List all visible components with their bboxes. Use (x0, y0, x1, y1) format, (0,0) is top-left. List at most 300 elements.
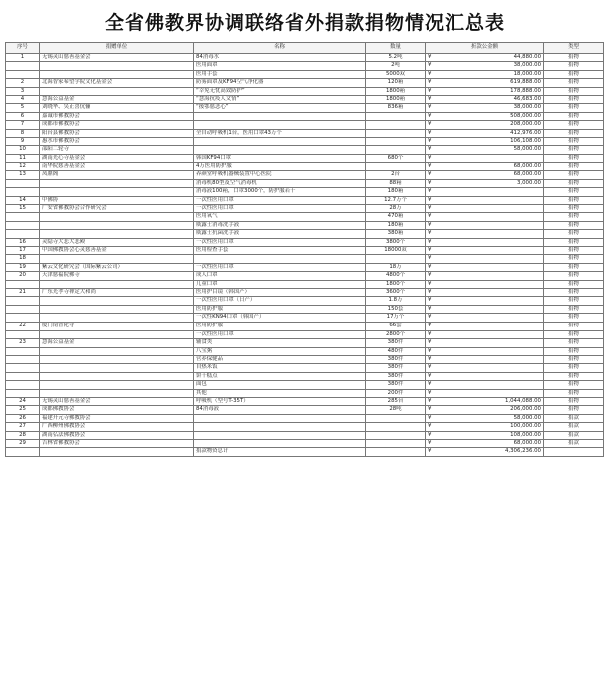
cell-amount (426, 146, 544, 154)
cell-donor: 北海智家希望学院文化基金会 (40, 79, 194, 87)
cell-type: 捐物 (544, 364, 604, 372)
cell-item: 其他 (194, 389, 366, 397)
table-body (6, 54, 604, 457)
cell-index (6, 230, 40, 238)
cell-index: 1 (6, 54, 40, 62)
cell-index (6, 381, 40, 389)
table-row (6, 163, 604, 171)
cell-index: 28 (6, 431, 40, 439)
cell-donor: 吉林省佛教协会 (40, 439, 194, 447)
cell-amount (426, 205, 544, 213)
table-row (6, 280, 604, 288)
currency-symbol: ¥ (428, 171, 432, 178)
cell-amount (426, 389, 544, 397)
cell-quantity (366, 423, 426, 431)
cell-donor (40, 305, 194, 313)
cell-quantity: 18万 (366, 263, 426, 271)
cell-index (6, 305, 40, 313)
cell-donor: 广安省佛教协会合作研究会 (40, 205, 194, 213)
cell-item: 医用防护服 (194, 322, 366, 330)
cell-item: 一次性KN94口罩（韩国产） (194, 314, 366, 322)
currency-symbol: ¥ (428, 339, 432, 346)
cell-quantity: 12.7万个 (366, 196, 426, 204)
amount-value: 58,000.00 (513, 146, 541, 153)
amount-value: 106,108.00 (510, 137, 541, 144)
amount-value: 68,000.00 (513, 171, 541, 178)
page-title: 全省佛教界协调联络省外捐款捐物情况汇总表 (104, 12, 505, 34)
currency-symbol: ¥ (428, 62, 432, 69)
cell-donor (40, 62, 194, 70)
cell-amount (426, 347, 544, 355)
cell-quantity: 3600个 (366, 288, 426, 296)
amount-value: 206,000.00 (510, 406, 541, 413)
cell-index: 6 (6, 112, 40, 120)
table-row (6, 255, 604, 263)
currency-symbol: ¥ (428, 414, 432, 421)
cell-donor: 福建开元寺佛教协会 (40, 414, 194, 422)
table-row (6, 205, 604, 213)
amount-value: 178,888.00 (510, 87, 541, 94)
cell-item: 医用防护服 (194, 305, 366, 313)
cell-donor (40, 255, 194, 263)
currency-symbol: ¥ (428, 322, 432, 329)
table-row (6, 146, 604, 154)
table-row (6, 330, 604, 338)
cell-item: “幸免无忧高效防护” (194, 87, 366, 95)
cell-amount (426, 448, 544, 456)
currency-symbol: ¥ (428, 372, 432, 379)
cell-quantity: 470箱 (366, 213, 426, 221)
cell-index: 4 (6, 95, 40, 103)
currency-symbol: ¥ (428, 288, 432, 295)
currency-symbol: ¥ (428, 398, 432, 404)
cell-quantity: 680个 (366, 154, 426, 162)
cell-item (194, 431, 366, 439)
cell-amount (426, 188, 544, 196)
cell-amount (426, 154, 544, 162)
table-row (6, 129, 604, 137)
cell-quantity: 28吨 (366, 406, 426, 414)
cell-donor: 天津慈福院佛寺 (40, 272, 194, 280)
currency-symbol: ¥ (428, 104, 432, 111)
currency-symbol: ¥ (428, 79, 432, 86)
cell-donor: 成都佛教协会 (40, 406, 194, 414)
cell-donor: 阳台县佛教协会 (40, 129, 194, 137)
cell-item: 4万医用防护服 (194, 163, 366, 171)
table-row (6, 154, 604, 162)
cell-amount (426, 381, 544, 389)
cell-index: 5 (6, 104, 40, 112)
currency-symbol: ¥ (428, 423, 432, 430)
cell-quantity: 2台 (366, 171, 426, 179)
currency-symbol: ¥ (428, 406, 432, 413)
cell-donor (40, 297, 194, 305)
cell-quantity (366, 146, 426, 154)
cell-index (6, 188, 40, 196)
cell-type: 捐物 (544, 137, 604, 145)
cell-donor: 中国佛教协会心灵慈善基金 (40, 246, 194, 254)
table-row (6, 448, 604, 456)
cell-item: 饼干糕点 (194, 372, 366, 380)
table-row (6, 79, 604, 87)
cell-amount (426, 356, 544, 364)
cell-index: 20 (6, 272, 40, 280)
currency-symbol: ¥ (428, 255, 432, 262)
header-donor: 捐赠单位 (40, 43, 194, 54)
cell-item: 一次性医用口罩 (194, 196, 366, 204)
currency-symbol: ¥ (428, 238, 432, 245)
cell-index: 12 (6, 163, 40, 171)
cell-index: 15 (6, 205, 40, 213)
cell-quantity: 836箱 (366, 104, 426, 112)
cell-quantity: 17万个 (366, 314, 426, 322)
cell-type: 捐物 (544, 381, 604, 389)
cell-type: 捐物 (544, 280, 604, 288)
currency-symbol: ¥ (428, 112, 432, 119)
cell-type: 捐物 (544, 288, 604, 296)
cell-type: 捐款 (544, 431, 604, 439)
cell-type: 捐物 (544, 238, 604, 246)
cell-donor: 无锡灵山慈善基金会 (40, 54, 194, 62)
cell-item (194, 414, 366, 422)
cell-quantity: 180箱 (366, 221, 426, 229)
cell-quantity (366, 137, 426, 145)
cell-item (194, 439, 366, 447)
cell-donor: 邵阳二轮寺 (40, 146, 194, 154)
table-row (6, 381, 604, 389)
cell-type: 捐物 (544, 188, 604, 196)
table-row (6, 398, 604, 406)
table-row (6, 347, 604, 355)
amount-value: 46,683.00 (513, 95, 541, 102)
cell-amount (426, 221, 544, 229)
cell-item: 一次性医用口罩 (194, 205, 366, 213)
table-row (6, 188, 604, 196)
amount-value: 58,000.00 (513, 414, 541, 421)
cell-item: 医用检查手套 (194, 246, 366, 254)
table-row (6, 112, 604, 120)
cell-amount (426, 121, 544, 129)
cell-quantity: 480件 (366, 347, 426, 355)
table-row (6, 423, 604, 431)
table-row (6, 54, 604, 62)
amount-value: 38,000.00 (513, 62, 541, 69)
summary-table (5, 42, 603, 457)
cell-item: 医用氧气 (194, 213, 366, 221)
cell-quantity: 120箱 (366, 79, 426, 87)
currency-symbol: ¥ (428, 230, 432, 237)
table-row (6, 213, 604, 221)
cell-donor (40, 179, 194, 187)
currency-symbol: ¥ (428, 70, 432, 77)
cell-donor: 灵隐寺大悲大悲殿 (40, 238, 194, 246)
cell-quantity: 1800箱 (366, 87, 426, 95)
cell-amount (426, 54, 544, 62)
cell-donor: 凤鼎阁 (40, 171, 194, 179)
currency-symbol: ¥ (428, 246, 432, 253)
cell-index (6, 297, 40, 305)
cell-quantity (366, 163, 426, 171)
table-row (6, 70, 604, 78)
currency-symbol: ¥ (428, 356, 432, 363)
cell-index: 19 (6, 263, 40, 271)
table-row (6, 389, 604, 397)
cell-item: 养颜堂呼吸机器械装置中心医院 (194, 171, 366, 179)
cell-type: 捐物 (544, 314, 604, 322)
cell-quantity: 18000双 (366, 246, 426, 254)
table-row (6, 272, 604, 280)
cell-amount (426, 137, 544, 145)
cell-type: 捐物 (544, 121, 604, 129)
cell-index: 22 (6, 322, 40, 330)
table-row (6, 171, 604, 179)
cell-item: 儿童口罩 (194, 280, 366, 288)
cell-quantity: 2吨 (366, 62, 426, 70)
cell-item: 呼吸机（型号T-35T） (194, 398, 366, 406)
cell-donor (40, 356, 194, 364)
cell-donor (40, 389, 194, 397)
currency-symbol: ¥ (428, 154, 432, 161)
cell-item (194, 121, 366, 129)
cell-amount (426, 414, 544, 422)
cell-index: 26 (6, 414, 40, 422)
table-row (6, 196, 604, 204)
cell-item (194, 112, 366, 120)
cell-index (6, 330, 40, 338)
cell-index (6, 62, 40, 70)
cell-quantity: 2800个 (366, 330, 426, 338)
cell-quantity: 3800个 (366, 238, 426, 246)
cell-item (194, 255, 366, 263)
cell-quantity: 5000双 (366, 70, 426, 78)
currency-symbol: ¥ (428, 305, 432, 312)
cell-type: 捐款 (544, 414, 604, 422)
cell-item: 消毒液100箱，口罩3000个，防护服若干 (194, 188, 366, 196)
cell-item: 一次性医用口罩 (194, 263, 366, 271)
cell-donor: 湖南弘法佛教协会 (40, 431, 194, 439)
cell-item: 84消毒液 (194, 406, 366, 414)
table-row (6, 137, 604, 145)
cell-donor (40, 347, 194, 355)
currency-symbol: ¥ (428, 121, 432, 128)
cell-item: 一次性医用口罩（日产） (194, 297, 366, 305)
header-index: 序号 (6, 43, 40, 54)
currency-symbol: ¥ (428, 347, 432, 354)
cell-item: “援鄂慈悲心” (194, 104, 366, 112)
cell-type: 捐物 (544, 163, 604, 171)
cell-item (194, 423, 366, 431)
cell-quantity: 88箱 (366, 179, 426, 187)
cell-amount (426, 230, 544, 238)
currency-symbol: ¥ (428, 389, 432, 396)
cell-donor: 广东光孝寺禅定大和尚 (40, 288, 194, 296)
cell-amount (426, 423, 544, 431)
cell-index (6, 448, 40, 456)
currency-symbol: ¥ (428, 448, 432, 455)
cell-type: 捐物 (544, 171, 604, 179)
currency-symbol: ¥ (428, 381, 432, 388)
cell-amount (426, 95, 544, 103)
amount-value: 3,000.00 (516, 179, 541, 186)
cell-amount (426, 439, 544, 447)
cell-amount (426, 79, 544, 87)
cell-type: 捐物 (544, 389, 604, 397)
currency-symbol: ¥ (428, 431, 432, 438)
cell-type: 捐物 (544, 356, 604, 364)
cell-quantity: 150套 (366, 305, 426, 313)
currency-symbol: ¥ (428, 364, 432, 371)
cell-amount (426, 87, 544, 95)
amount-value: 44,880.00 (513, 53, 541, 60)
cell-quantity: 200件 (366, 389, 426, 397)
currency-symbol: ¥ (428, 163, 432, 170)
cell-quantity: 1800箱 (366, 95, 426, 103)
cell-donor (40, 87, 194, 95)
cell-donor: 慧海公益基金 (40, 339, 194, 347)
currency-symbol: ¥ (428, 221, 432, 228)
cell-item: 捐款物资总计 (194, 448, 366, 456)
amount-value: 100,000.00 (510, 423, 541, 430)
table-row (6, 104, 604, 112)
table-row (6, 431, 604, 439)
cell-donor: 嘉诚市佛教协会 (40, 112, 194, 120)
cell-amount (426, 272, 544, 280)
cell-amount (426, 398, 544, 406)
cell-type: 捐物 (544, 87, 604, 95)
cell-index: 2 (6, 79, 40, 87)
cell-type: 捐物 (544, 154, 604, 162)
cell-item: 韩国KF94口罩 (194, 154, 366, 162)
cell-index: 23 (6, 339, 40, 347)
cell-amount (426, 104, 544, 112)
cell-quantity: 66套 (366, 322, 426, 330)
table-row (6, 364, 604, 372)
cell-type: 捐物 (544, 79, 604, 87)
currency-symbol: ¥ (428, 297, 432, 304)
cell-type: 捐物 (544, 339, 604, 347)
cell-amount (426, 288, 544, 296)
table-header-row (6, 43, 604, 54)
header-amount: 折款公金额 (426, 43, 544, 54)
cell-quantity: 285台 (366, 398, 426, 406)
cell-donor (40, 364, 194, 372)
cell-donor (40, 381, 194, 389)
cell-quantity: 380箱 (366, 230, 426, 238)
amount-value: 68,000.00 (513, 439, 541, 446)
amount-value: 18,000.00 (513, 70, 541, 77)
cell-amount (426, 406, 544, 414)
table-row (6, 62, 604, 70)
cell-index: 24 (6, 398, 40, 406)
cell-quantity: 5.2吨 (366, 54, 426, 62)
cell-index: 11 (6, 154, 40, 162)
cell-item: 一次性医用口罩 (194, 330, 366, 338)
cell-quantity: 380件 (366, 364, 426, 372)
cell-type: 捐物 (544, 263, 604, 271)
cell-type: 捐款 (544, 423, 604, 431)
cell-index (6, 372, 40, 380)
cell-quantity (366, 431, 426, 439)
cell-amount (426, 431, 544, 439)
currency-symbol: ¥ (428, 330, 432, 337)
cell-amount (426, 322, 544, 330)
cell-amount (426, 330, 544, 338)
cell-type: 捐物 (544, 146, 604, 154)
cell-type: 捐款 (544, 439, 604, 447)
cell-quantity: 380件 (366, 339, 426, 347)
cell-index (6, 314, 40, 322)
cell-donor: 紫云文化研究会（国际紫云公司） (40, 263, 194, 271)
cell-amount (426, 62, 544, 70)
amount-value: 619,888.00 (510, 79, 541, 86)
cell-index (6, 221, 40, 229)
cell-donor (40, 372, 194, 380)
cell-type: 捐物 (544, 104, 604, 112)
currency-symbol: ¥ (428, 137, 432, 144)
cell-index: 8 (6, 129, 40, 137)
cell-index: 21 (6, 288, 40, 296)
cell-amount (426, 297, 544, 305)
cell-type: 捐物 (544, 330, 604, 338)
cell-amount (426, 213, 544, 221)
table-row (6, 263, 604, 271)
table-row (6, 439, 604, 447)
cell-quantity: 380件 (366, 372, 426, 380)
cell-type: 捐物 (544, 95, 604, 103)
cell-donor (40, 188, 194, 196)
cell-quantity: 180箱 (366, 188, 426, 196)
cell-amount (426, 305, 544, 313)
table-row (6, 288, 604, 296)
cell-type: 捐物 (544, 196, 604, 204)
currency-symbol: ¥ (428, 439, 432, 446)
cell-donor (40, 280, 194, 288)
cell-index: 3 (6, 87, 40, 95)
cell-index: 17 (6, 246, 40, 254)
table-row (6, 238, 604, 246)
cell-item: 威露士抗菌洗手液 (194, 230, 366, 238)
cell-item: 辅食类 (194, 339, 366, 347)
cell-donor (40, 330, 194, 338)
cell-donor: 湖南光心寺基金会 (40, 154, 194, 162)
currency-symbol: ¥ (428, 314, 432, 321)
cell-amount (426, 163, 544, 171)
cell-index: 27 (6, 423, 40, 431)
cell-amount (426, 238, 544, 246)
currency-symbol: ¥ (428, 205, 432, 212)
cell-item: 营养保健品 (194, 356, 366, 364)
cell-quantity: 1.8万 (366, 297, 426, 305)
cell-donor: 中佛协 (40, 196, 194, 204)
amount-value: 38,000.00 (513, 104, 541, 111)
cell-type: 捐物 (544, 347, 604, 355)
cell-amount (426, 339, 544, 347)
header-type: 类型 (544, 43, 604, 54)
table-row (6, 406, 604, 414)
cell-item: 一次性医用口罩 (194, 238, 366, 246)
cell-index: 25 (6, 406, 40, 414)
table-row (6, 305, 604, 313)
cell-item: 八宝粥 (194, 347, 366, 355)
cell-item: 面包 (194, 381, 366, 389)
cell-quantity (366, 414, 426, 422)
table-row (6, 246, 604, 254)
cell-amount (426, 129, 544, 137)
cell-type: 捐物 (544, 213, 604, 221)
cell-index: 16 (6, 238, 40, 246)
currency-symbol: ¥ (428, 53, 432, 60)
cell-index (6, 356, 40, 364)
